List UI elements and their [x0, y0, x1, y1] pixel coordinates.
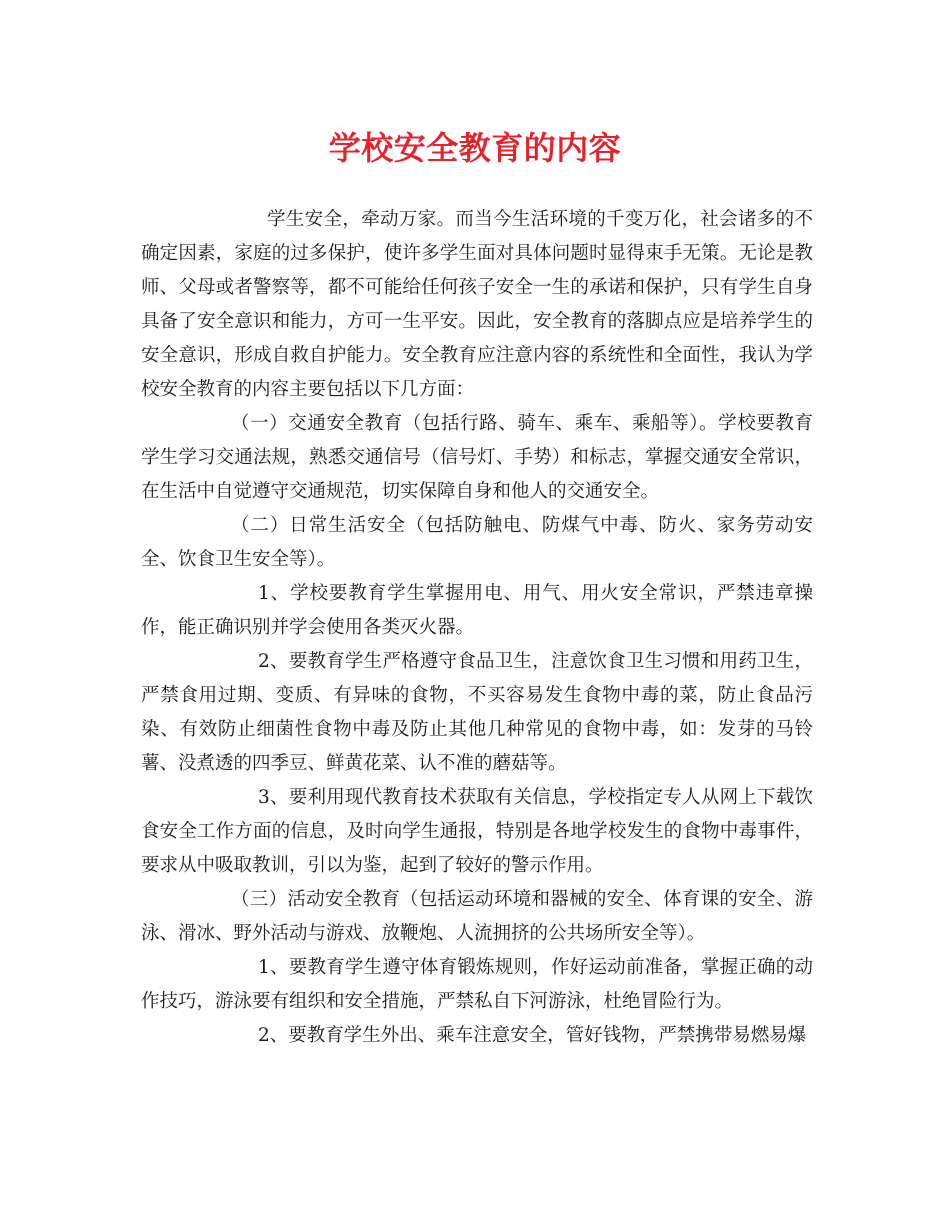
paragraph-daily-item-3: 3、要利用现代教育技术获取有关信息，学校指定专人从网上下载饮食安全工作方面的信息，及时向学生通报，特别是各地学校发生的食物中毒事件，要求从中吸取教训，引以为鉴，起到了较好的警示作用。 [141, 787, 813, 876]
paragraph-traffic-safety: （一）交通安全教育（包括行路、骑车、乘车、乘船等）。学校要教育学生学习交通法规，熟悉交通信号（信号灯、手势）和标志，掌握交通安全常识，在生活中自觉遵守交通规范，切实保障自身和他人的交通安全。 [141, 413, 813, 502]
paragraph-intro: 学生安全，牵动万家。而当今生活环境的千变万化，社会诸多的不确定因素，家庭的过多保护，使许多学生面对具体问题时显得束手无策。无论是教师、父母或者警察等，都不可能给任何孩子安全一生的承诺和保护，只有学生自身具备了安全意识和能力，方可一生平安。因此，安全教育的落脚点应是培养学生的安全意识，形成自救自护能力。安全教育应注意内容的系统性和全面性，我认为学校安全教育的内容主要包括以下几方面： [141, 209, 813, 400]
paragraph-daily-item-1: 1、学校要教育学生掌握用电、用气、用火安全常识，严禁违章操作，能正确识别并学会使用各类灭火器。 [141, 583, 813, 638]
paragraph-activity-item-2: 2、要教育学生外出、乘车注意安全，管好钱物，严禁携带易燃易爆 [258, 1025, 807, 1046]
paragraph-daily-life-safety: （二）日常生活安全（包括防触电、防煤气中毒、防火、家务劳动安全、饮食卫生安全等）。 [141, 515, 813, 570]
paragraph-activity-item-1: 1、要教育学生遵守体育锻炼规则，作好运动前准备，掌握正确的动作技巧，游泳要有组织和安全措施，严禁私自下河游泳，杜绝冒险行为。 [141, 957, 813, 1012]
paragraph-daily-item-2: 2、要教育学生严格遵守食品卫生，注意饮食卫生习惯和用药卫生，严禁食用过期、变质、有异味的食物，不买容易发生食物中毒的菜，防止食品污染、有效防止细菌性食物中毒及防止其他几种常见的食物中毒，如：发芽的马铃薯、没煮透的四季豆、鲜黄花菜、认不准的蘑菇等。 [141, 651, 813, 774]
document-title: 学校安全教育的内容 [328, 129, 622, 167]
document-body [141, 203, 813, 1053]
paragraph-activity-safety: （三）活动安全教育（包括运动环境和器械的安全、体育课的安全、游泳、滑冰、野外活动与游戏、放鞭炮、人流拥挤的公共场所安全等）。 [141, 889, 813, 944]
